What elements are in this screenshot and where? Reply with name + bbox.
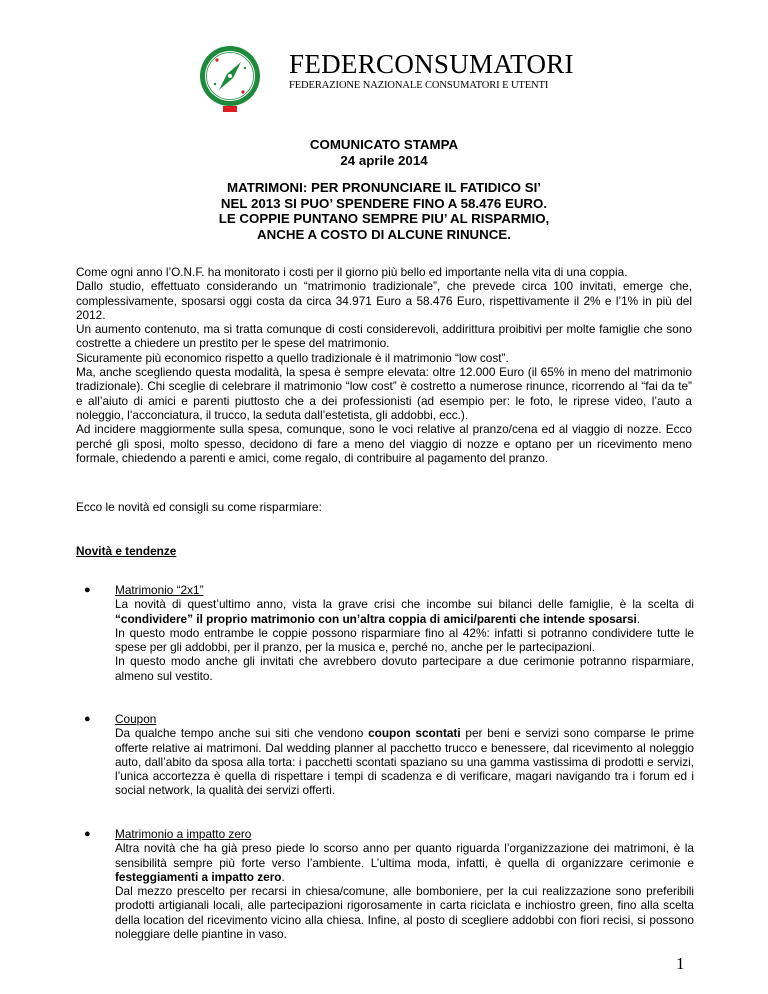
bullet-icon: ● xyxy=(84,713,91,725)
list-item-paragraph: Altra novità che ha già preso piede lo scorso anno per quanto riguarda l’organizzazione dei matrimoni, è la sensibilità sempre più forte verso l’ambiente. L’ultima moda, infatti, è quella di organizzare cerimonie e festeggiamenti a impatto zero. xyxy=(115,841,694,884)
headline-line: ANCHE A COSTO DI ALCUNE RINUNCE. xyxy=(257,226,511,242)
emphasis-text: festeggiamenti a impatto zero xyxy=(115,869,282,884)
intro-paragraph: Ad incidere maggiormente sulla spesa, comunque, sono le voci relative al pranzo/cena ed al viaggio di nozze. Ecco perché gli sposi, molto spesso, decidono di fare a meno del viaggio di nozze e optano per un ricevimento meno formale, chiedendo a parenti e amici, come regalo, di contribuire al pagamento del pranzo. xyxy=(76,422,692,465)
intro-paragraph: Dallo studio, effettuato considerando un “matrimonio tradizionale”, che prevede circa 100 invitati, emerge che, complessivamente, sposarsi oggi costa da circa 34.971 Euro a 58.476 Euro, rispettivamente il 2% e l’1% in più del 2012. xyxy=(76,279,692,322)
intro-section xyxy=(76,265,692,465)
list-item xyxy=(76,583,694,683)
intro-paragraph: Un aumento contenuto, ma si tratta comunque di costi considerevoli, addirittura proibitivi per molte famiglie che sono costrette a chiedere un prestito per le spese del matrimonio. xyxy=(76,322,692,351)
organization-subtitle: FEDERAZIONE NAZIONALE CONSUMATORI E UTENTI xyxy=(289,80,549,91)
headline-line: LE COPPIE PUNTANO SEMPRE PIU’ AL RISPARMIO, xyxy=(218,211,550,226)
list-item-title: Matrimonio a impatto zero xyxy=(115,827,252,841)
list-item-paragraph: In questo modo anche gli invitati che avrebbero dovuto partecipare a due cerimonie potranno risparmiare, almeno sul vestito. xyxy=(115,654,694,683)
headline xyxy=(0,180,768,242)
list-item-paragraph: In questo modo entrambe le coppie possono risparmiare fino al 42%: infatti si potranno condividere tutte le spese per gli addobbi, per il pranzo, per la musica e, perché no, anche per le partecipazioni. xyxy=(115,625,694,655)
page-number: 1 xyxy=(676,954,685,973)
list-item-title: Coupon xyxy=(115,712,157,726)
list-item-paragraph: Da qualche tempo anche sui siti che vendono coupon scontati per beni e servizi sono comparse le prime offerte relative ai matrimoni. Dal wedding planner al pacchetto trucco e benessere, dal ricevimento al noleggio auto, dall’abito da sposa alla torta: i pacchetti scontati spaziano su una gamma vastissima di prodotti e servizi, l’unica accortezza è quella di rispettare i tempi di scadenza e di verificare, magari navigando tra i forum ed i social network, la qualità dei servizi offerti. xyxy=(115,726,695,798)
organization-name: FEDERCONSUMATORI xyxy=(289,49,574,79)
press-release-label: COMUNICATO STAMPA xyxy=(309,137,459,152)
section-title: Novità e tendenze xyxy=(76,544,177,558)
list-item-paragraph: Dal mezzo prescelto per recarsi in chiesa/comune, alle bomboniere, per la cui realizzazione sono preferibili prodotti artigianali locali, alle partecipazioni rigorosamente in carta riciclata e inchiostro green, fino alla scelta della location del ricevimento vicino alla chiesa. Infine, al posto di scegliere addobbi con fiori recisi, si possono noleggiare delle piantine in vaso. xyxy=(115,884,694,942)
list-item-paragraph: La novità di quest’ultimo anno, vista la grave crisi che incombe sui bilanci delle famiglie, è la scelta di “condividere” il proprio matrimonio con un’altra coppia di amici/parenti che intende sposarsi. xyxy=(115,597,694,626)
emphasis-text: “condividere” il proprio matrimonio con un’altra coppia di amici/parenti che intende sposarsi xyxy=(115,611,637,626)
headline-line: NEL 2013 SI PUO’ SPENDERE FINO A 58.476 EURO. xyxy=(220,195,548,211)
emphasis-text: coupon scontati xyxy=(368,726,461,741)
intro-paragraph: Come ogni anno l’O.N.F. ha monitorato i costi per il giorno più bello ed importante nella vita di una coppia. xyxy=(76,265,628,279)
federconsumatori-compass-logo-icon xyxy=(197,40,263,114)
bullet-icon: ● xyxy=(84,584,91,596)
intro-paragraph: Ma, anche scegliendo questa modalità, la spesa è sempre elevata: oltre 12.000 Euro (il 65% in meno del matrimonio tradizionale). Chi sceglie di celebrare il matrimonio “low cost” è costretto a numerose rinunce, ricorrendo al “fai da te” e all’aiuto di amici e parenti piuttosto che a dei professionisti (ad esempio per: le foto, le riprese video, l’auto a noleggio, l’acconciatura, il trucco, la seduta dall’estetista, gli addobbi, ecc.). xyxy=(76,365,692,422)
list-item xyxy=(76,827,694,941)
press-release-date: 24 aprile 2014 xyxy=(340,152,428,168)
intro-paragraph: Sicuramente più economico rispetto a quello tradizionale è il matrimonio “low cost”. xyxy=(76,350,509,365)
press-release-heading xyxy=(0,137,768,168)
intro-closing-line: Ecco le novità ed consigli su come risparmiare: xyxy=(76,500,322,514)
headline-line: MATRIMONI: PER PRONUNCIARE IL FATIDICO SI’ xyxy=(227,180,541,195)
list-item-title: Matrimonio “2x1” xyxy=(115,583,204,597)
list-item xyxy=(76,712,694,798)
bullet-icon: ● xyxy=(84,828,91,840)
